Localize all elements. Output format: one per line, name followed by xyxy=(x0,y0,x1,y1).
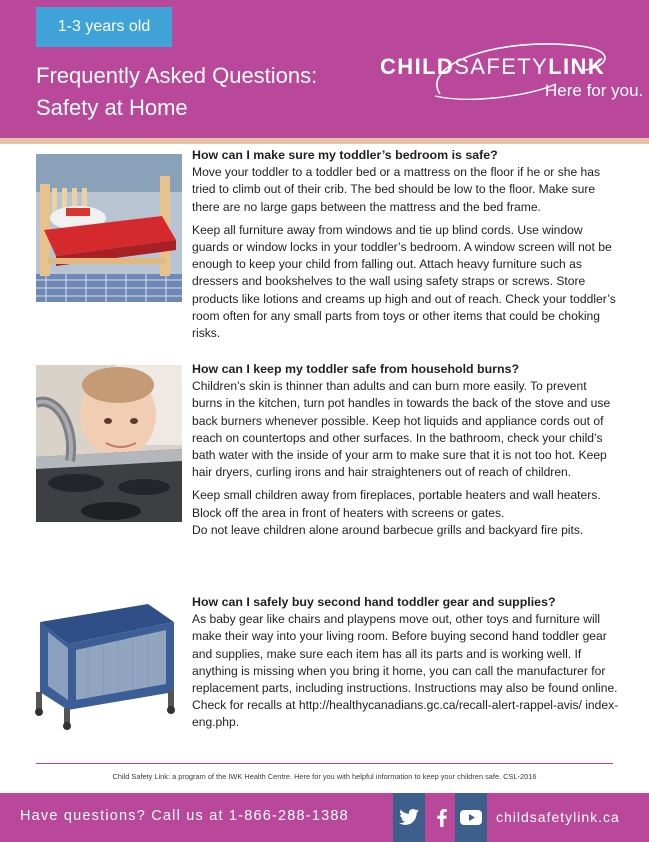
faq-secondhand-answer-1: As baby gear like chairs and playpens move out, other toys and furniture will make their way into your living room. Before buying second hand toddler gear and supplies, make sure each item has all its parts and is working well. If anything is missing when you bring it home, you can call the manufacturer for replacement parts, including instructions. Instructions may also be found online. xyxy=(192,612,618,696)
child-safety-link-logo xyxy=(380,34,644,114)
facebook-icon xyxy=(430,805,454,829)
faq-burns-question: How can I keep my toddler safe from household burns? xyxy=(192,362,520,376)
toddler-bed-photo xyxy=(36,154,182,302)
faq-secondhand-answer-2: Check for recalls at http://healthycanadians.gc.ca/recall-alert-rappel-avis/ index-eng.php. xyxy=(192,698,619,730)
logo-word-safety: SAFETY xyxy=(454,54,549,79)
faq-bedroom xyxy=(192,147,620,348)
faq-bedroom-answer-1: Move your toddler to a toddler bed or a mattress on the floor if he or she has tried to climb out of their crib. The bed should be low to the floor. Make sure there are no large gaps between the mattress and the bed frame. xyxy=(192,165,601,214)
logo-word-link: LINK xyxy=(548,54,606,79)
logo-tagline: Here for you. xyxy=(545,81,644,100)
faq-secondhand xyxy=(192,594,620,738)
twitter-link[interactable] xyxy=(393,793,425,842)
faq-bedroom-question: How can I make sure my toddler’s bedroom is safe? xyxy=(192,148,498,162)
facebook-link[interactable] xyxy=(426,793,458,842)
page-title-line1: Frequently Asked Questions: xyxy=(36,63,318,88)
playpen-photo xyxy=(28,592,182,730)
page-title-line2: Safety at Home xyxy=(36,95,188,120)
page-title xyxy=(36,60,366,124)
faq-burns-answer-3: Do not leave children alone around barbecue grills and backyard fire pits. xyxy=(192,522,584,537)
footer-note: Child Safety Link: a program of the IWK Health Centre. Here for you with helpful information to keep your children safe. CSL-2016 xyxy=(112,772,537,781)
child-at-stove-photo xyxy=(36,365,182,522)
footer-divider xyxy=(36,763,613,764)
faq-burns-answer-2: Keep small children away from fireplaces, portable heaters and wall heaters. Block off the area in front of heaters with screens or gates. xyxy=(192,488,601,520)
faq-burns-answer-1: Children’s skin is thinner than adults and can burn more easily. To prevent burns in the kitchen, turn pot handles in towards the back of the stove and use back burners whenever possible. Keep hot liquids and appliance cords out of reach on countertops and other surfaces. In the bathroom, check your child’s bath water with the inside of your arm to make sure that it is not too hot. Keep hair dryers, curling irons and hair straighteners out of reach of children. xyxy=(192,379,611,480)
contact-bar xyxy=(0,793,649,842)
youtube-link[interactable] xyxy=(455,793,487,842)
faq-secondhand-question: How can I safely buy second hand toddler gear and supplies? xyxy=(192,595,556,609)
phone-callout: Have questions? Call us at 1-866-288-1388 xyxy=(20,808,349,824)
faq-burns xyxy=(192,361,620,545)
header-divider xyxy=(0,138,649,144)
youtube-icon xyxy=(459,805,483,829)
logo-word-child: CHILD xyxy=(380,54,455,79)
page-header xyxy=(0,0,649,138)
website-link[interactable]: childsafetylink.ca xyxy=(496,809,620,825)
faq-bedroom-answer-2: Keep all furniture away from windows and tie up blind cords. Use window guards or window locks in your toddler’s bedroom. A window screen will not be enough to keep your child from falling out. Attach heavy furniture such as dressers and bookshelves to the wall using safety straps or screws. Store products like lotions and creams up high and out of reach. Check your toddler’s room often for any small parts from toys or other items that could be choking risks. xyxy=(192,222,616,341)
twitter-icon xyxy=(397,805,421,829)
age-badge: 1-3 years old xyxy=(36,7,172,47)
